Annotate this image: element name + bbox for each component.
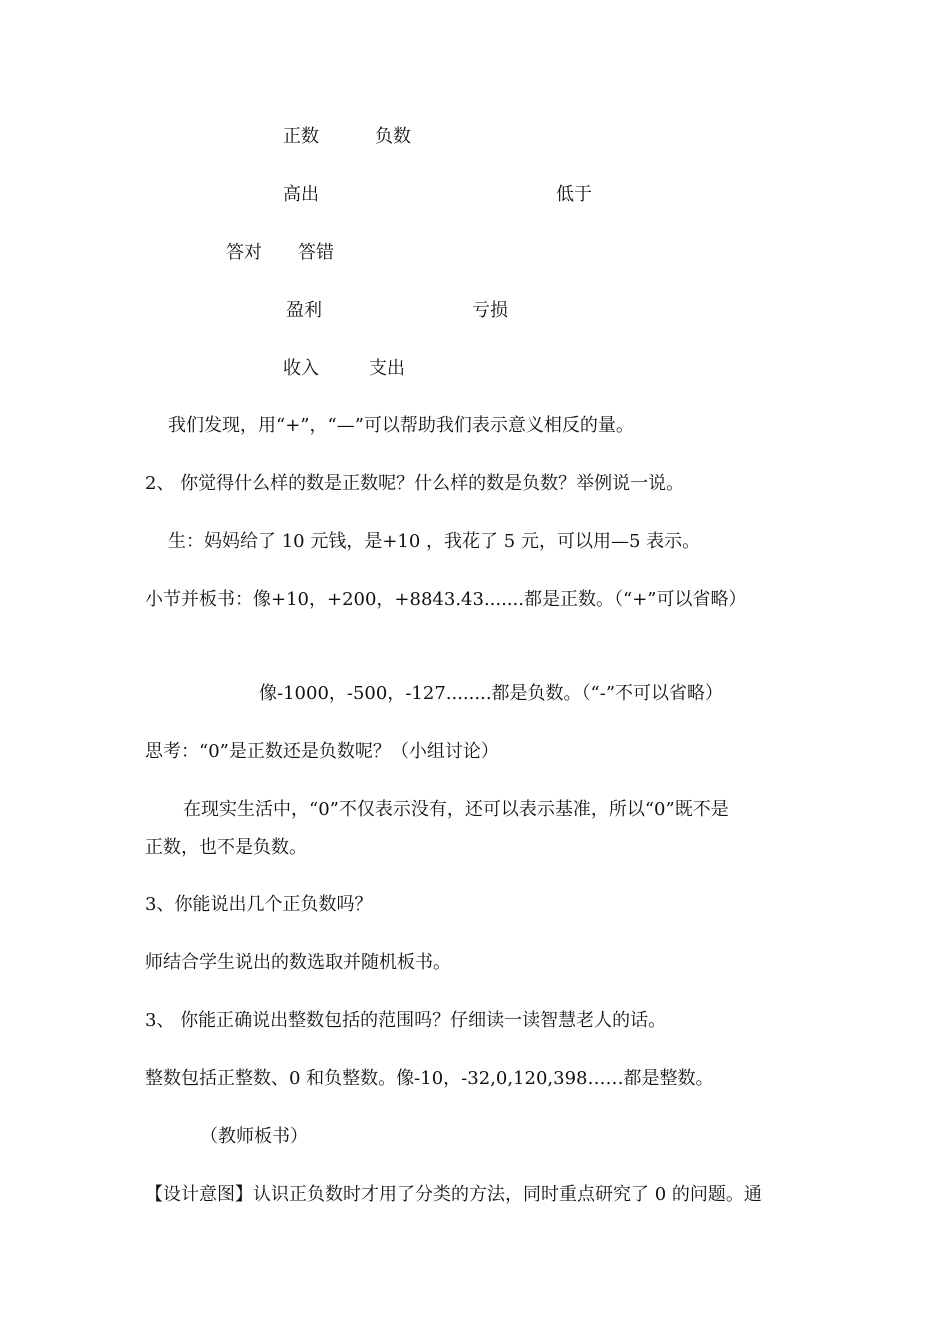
pair-loss: 亏损 xyxy=(472,300,508,321)
pair-correct: 答对 xyxy=(226,242,262,263)
paragraph-think: 思考：“0”是正数还是负数呢？（小组讨论） xyxy=(145,741,499,762)
paragraph-question-2: 2、 你觉得什么样的数是正数呢？什么样的数是负数？举例说一说。 xyxy=(145,473,685,494)
paragraph-zero-line-1: 在现实生活中，“0”不仅表示没有，还可以表示基准，所以“0”既不是 xyxy=(183,799,729,820)
pair-negative: 负数 xyxy=(375,126,411,147)
paragraph-board-note: （教师板书） xyxy=(200,1126,308,1147)
paragraph-zero-line-2: 正数，也不是负数。 xyxy=(145,837,307,858)
pair-expense: 支出 xyxy=(369,358,405,379)
paragraph-summary-positive: 小节并板书：像+10，+200，+8843.43.......都是正数。（“+”可以省略） xyxy=(145,589,747,610)
paragraph-discover: 我们发现，用“+”，“—”可以帮助我们表示意义相反的量。 xyxy=(168,415,634,436)
pair-wrong: 答错 xyxy=(298,242,334,263)
paragraph-question-3b: 3、 你能正确说出整数包括的范围吗？仔细读一读智慧老人的话。 xyxy=(145,1010,667,1031)
paragraph-student-answer: 生：妈妈给了 10 元钱，是+10 ，我花了 5 元，可以用—5 表示。 xyxy=(168,531,701,552)
paragraph-integers: 整数包括正整数、0 和负整数。像-10，-32,0,120,398……都是整数。 xyxy=(145,1068,714,1089)
paragraph-design-intent: 【设计意图】认识正负数时才用了分类的方法，同时重点研究了 0 的问题。通 xyxy=(145,1184,762,1205)
pair-income: 收入 xyxy=(283,358,319,379)
pair-profit: 盈利 xyxy=(286,300,322,321)
pair-positive: 正数 xyxy=(283,126,319,147)
pair-higher: 高出 xyxy=(283,184,319,205)
pair-lower: 低于 xyxy=(556,184,592,205)
paragraph-summary-negative: 像-1000，-500，-127........都是负数。（“-”不可以省略） xyxy=(259,683,724,704)
paragraph-question-3a: 3、你能说出几个正负数吗？ xyxy=(145,894,373,915)
paragraph-teacher: 师结合学生说出的数选取并随机板书。 xyxy=(145,952,451,973)
